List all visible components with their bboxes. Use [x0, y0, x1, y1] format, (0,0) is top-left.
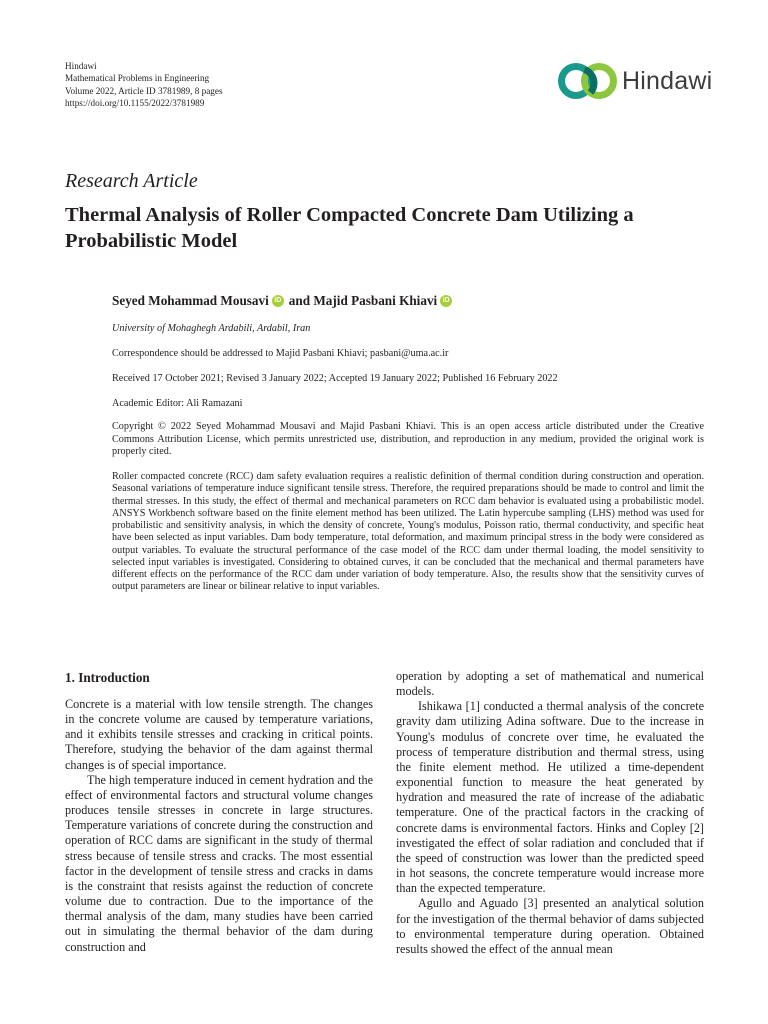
paragraph: Agullo and Aguado [3] presented an analytical solution for the investigation of the thermal behavior of dams subjected to environmental temperature during operation. Obtained results showed the effect of the annual mean: [396, 896, 704, 956]
paragraph: Concrete is a material with low tensile strength. The changes in the concrete volume are caused by temperature variations, and it exhibits tensile stresses and cracking in critical points. Therefore, studying the behavior of the dam against thermal changes is of special importance.: [65, 697, 373, 772]
orcid-icon[interactable]: iD: [440, 295, 452, 307]
article-title: Thermal Analysis of Roller Compacted Concrete Dam Utilizing a Probabilistic Model: [65, 204, 634, 252]
volume-line: Volume 2022, Article ID 3781989, 8 pages: [65, 85, 223, 96]
body-column-right: [396, 669, 704, 957]
paragraph: operation by adopting a set of mathematical and numerical models.: [396, 669, 704, 699]
doi-link[interactable]: https://doi.org/10.1155/2022/3781989: [65, 98, 205, 109]
article-type: Research Article: [65, 170, 198, 192]
journal-name: Mathematical Problems in Engineering: [65, 73, 210, 84]
journal-info: [65, 60, 223, 110]
hindawi-logo[interactable]: [557, 62, 712, 100]
author-line: [112, 293, 457, 309]
hindawi-logo-icon: [557, 62, 619, 100]
copyright-notice: Copyright © 2022 Seyed Mohammad Mousavi and Majid Pasbani Khiavi. This is an open access article distributed under the Creative Commons Attribution License, which permits unrestricted use, distribution, and reproduction in any medium, provided the original work is properly cited.: [112, 421, 704, 458]
publisher-name: Hindawi: [65, 61, 97, 71]
abstract: Roller compacted concrete (RCC) dam safety evaluation requires a realistic definition of thermal condition during construction and operation. Seasonal variations of temperature induce significant tensile stress. Therefore, the required preparations should be made to control and limit the thermal stresses. In this study, the effect of thermal and mechanical parameters on RCC dam behavior is evaluated using a probabilistic model. ANSYS Workbench software based on the finite element method has been utilized. The Latin hypercube sampling (LHS) method was used for probabilistic and sensitivity analysis, in which the density of concrete, Young's modulus, Poisson ratio, thermal conductivity, and specific heat have been selected as input variables. Dam body temperature, total deformation, and maximum principal stress in the body were considered as output variables. To evaluate the structural performance of the case model of the RCC dam under thermal loading, the model sensitivity to selected input variables is investigated. Considering to obtained curves, it can be concluded that the mechanical and thermal parameters have different effects on the performance of the RCC dam under variation of body temperature. Also, the results show that the sensitivity curves of output parameters are linear or bilinear relative to input variables.: [112, 471, 704, 593]
logo-text: Hindawi: [622, 66, 713, 95]
paragraph: Ishikawa [1] conducted a thermal analysis of the concrete gravity dam utilizing Adina software. Due to the increase in Young's modulus of concrete over time, he evaluated the process of temperature distribution and thermal stress, using the finite element method. He utilized a time-dependent exponential function to measure the heat generated by hydration and measured the rate of increase of the adiabatic temperature. One of the practical factors in the cracking of concrete dams is environmental factors. Hinks and Copley [2] investigated the effect of solar radiation and concluded that if the speed of construction was lower than the predicted speed in hot seasons, the concrete temperature would increase more than the expected temperature.: [396, 699, 704, 896]
paragraph: The high temperature induced in cement hydration and the effect of environmental factors and structural volume changes produces tensile stresses in concrete in large structures. Temperature variations of concrete during the construction and operation of RCC dams are significant in the study of thermal stress because of tensile stress and cracks. The most essential factor in the development of tensile stress and cracks in dams is the constraint that resists against the reduction of concrete volume due to contraction. Due to the importance of the thermal analysis of the dam, many studies have been carried out in simulating the thermal behavior of the dam during construction and: [65, 772, 373, 954]
section-heading-introduction: 1. Introduction: [65, 670, 150, 685]
author-2[interactable]: Majid Pasbani Khiavi: [313, 293, 438, 308]
affiliation: University of Mohaghegh Ardabili, Ardabil, Iran: [112, 323, 311, 334]
author-1[interactable]: Seyed Mohammad Mousavi: [112, 293, 269, 308]
orcid-icon[interactable]: iD: [272, 295, 284, 307]
academic-editor: Academic Editor: Ali Ramazani: [112, 398, 243, 409]
correspondence: Correspondence should be addressed to Majid Pasbani Khiavi; pasbani@uma.ac.ir: [112, 348, 449, 359]
publication-dates: Received 17 October 2021; Revised 3 January 2022; Accepted 19 January 2022; Published 16 February 2022: [112, 373, 558, 384]
body-column-left: [65, 697, 373, 955]
author-separator: and: [288, 293, 311, 308]
